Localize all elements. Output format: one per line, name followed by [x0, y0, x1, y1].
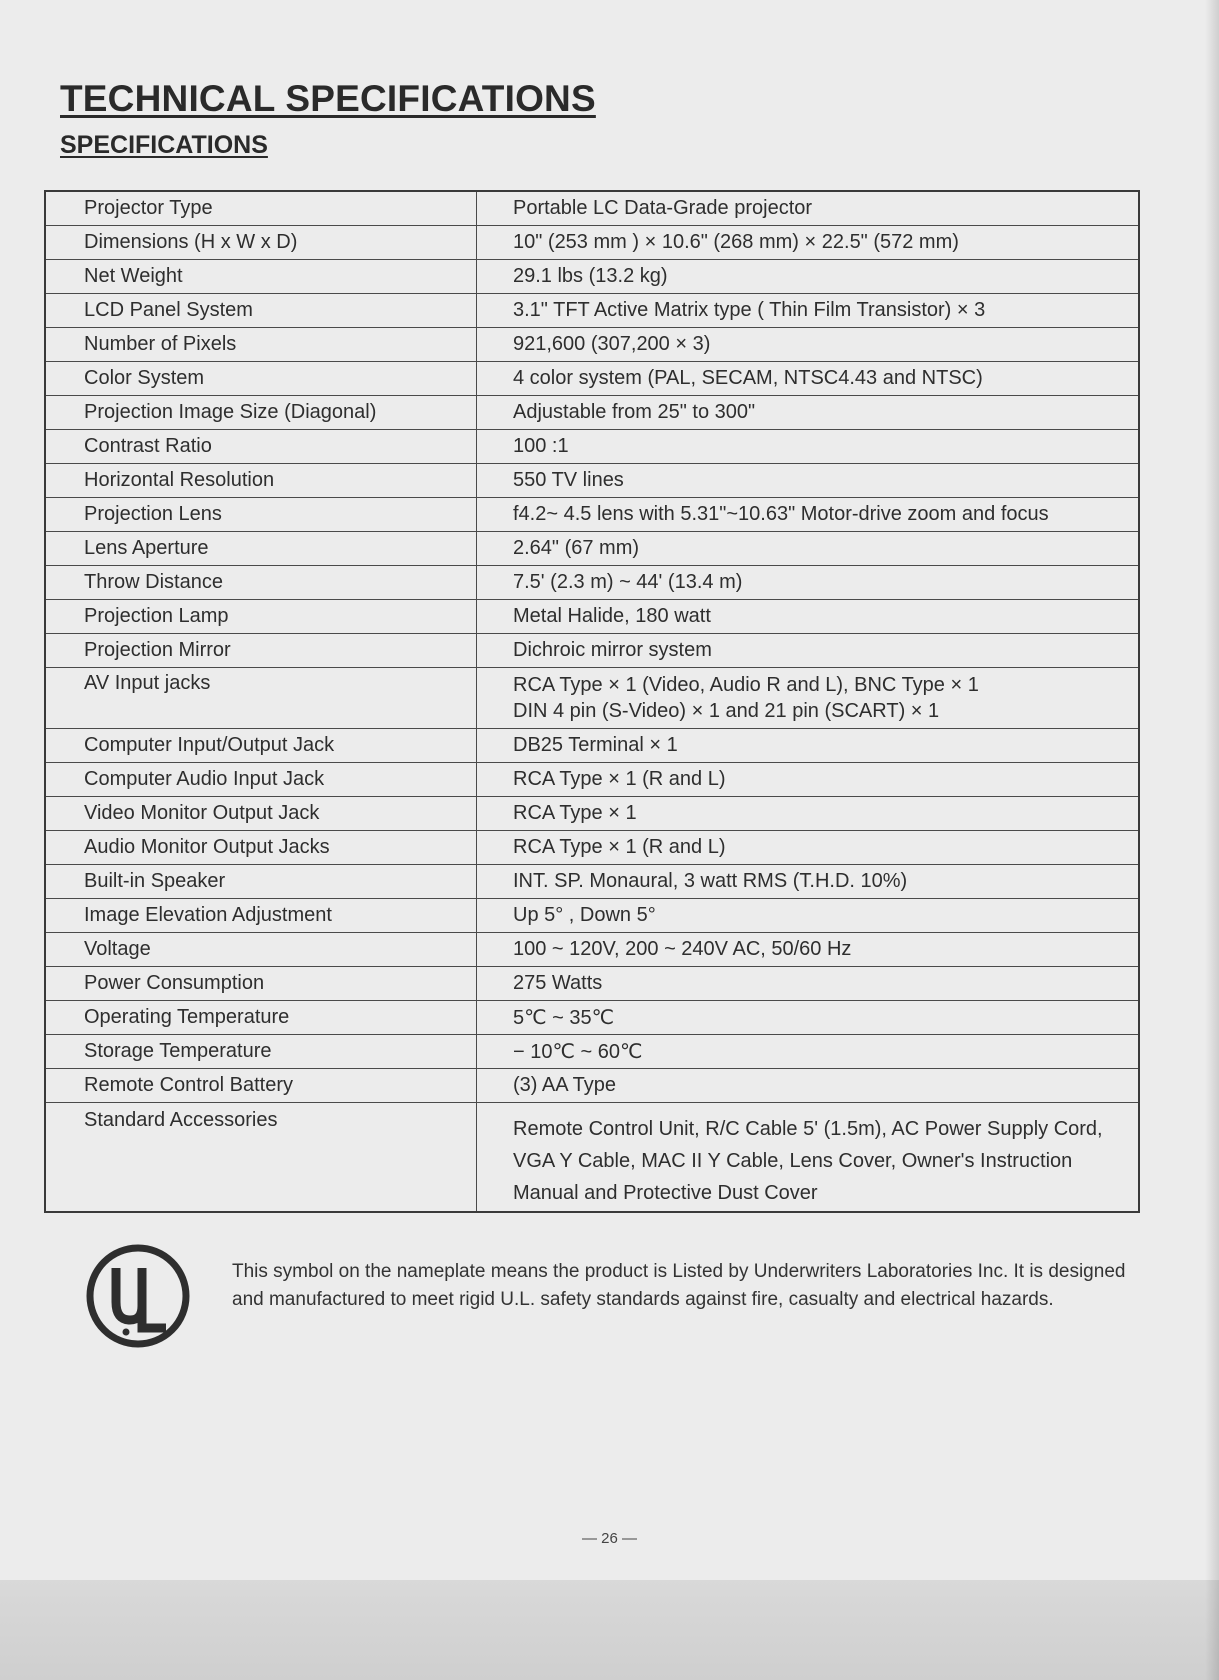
spec-value — [477, 1035, 1140, 1069]
spec-value-line: Manual and Protective Dust Cover — [513, 1182, 818, 1204]
spec-value — [477, 668, 1140, 729]
spec-row — [45, 430, 1139, 464]
spec-value — [477, 532, 1140, 566]
spec-value-line: VGA Y Cable, MAC II Y Cable, Lens Cover, Owner's Instruction — [513, 1150, 1073, 1172]
spec-row — [45, 967, 1139, 1001]
spec-row — [45, 668, 1139, 729]
spec-label: Projection Image Size (Diagonal) — [45, 396, 477, 430]
spec-label: Voltage — [45, 933, 477, 967]
ul-logo-text: UL — [86, 1244, 88, 1245]
spec-value-line: Dichroic mirror system — [513, 639, 712, 661]
spec-row — [45, 498, 1139, 532]
spec-value-line: 550 TV lines — [513, 469, 624, 491]
spec-value — [477, 967, 1140, 1001]
spec-value-line: Remote Control Unit, R/C Cable 5' (1.5m), AC Power Supply Cord, — [513, 1118, 1103, 1140]
spec-value — [477, 1001, 1140, 1035]
spec-value-line: 29.1 lbs (13.2 kg) — [513, 265, 668, 287]
spec-row — [45, 294, 1139, 328]
spec-row — [45, 1035, 1139, 1069]
spec-row — [45, 1001, 1139, 1035]
spec-label: Computer Audio Input Jack — [45, 763, 477, 797]
spec-value-line: 4 color system (PAL, SECAM, NTSC4.43 and NTSC) — [513, 367, 983, 389]
spec-row — [45, 831, 1139, 865]
spec-value — [477, 933, 1140, 967]
spec-row — [45, 566, 1139, 600]
spec-label: Projection Lamp — [45, 600, 477, 634]
spec-value-line: Up 5° , Down 5° — [513, 904, 656, 926]
spec-label: Contrast Ratio — [45, 430, 477, 464]
spec-value — [477, 899, 1140, 933]
spec-value-line: 100 :1 — [513, 435, 569, 457]
spec-value — [477, 831, 1140, 865]
page-number: — 26 — — [581, 1530, 638, 1547]
spec-value-line: 275 Watts — [513, 972, 603, 994]
spec-value — [477, 634, 1140, 668]
spec-value — [477, 226, 1140, 260]
spec-row — [45, 362, 1139, 396]
spec-label: Net Weight — [45, 260, 477, 294]
spec-value-line: 100 ~ 120V, 200 ~ 240V AC, 50/60 Hz — [513, 938, 852, 960]
spec-value-line: 921,600 (307,200 × 3) — [513, 333, 711, 355]
spec-label: LCD Panel System — [45, 294, 477, 328]
spec-row — [45, 191, 1139, 226]
spec-row — [45, 226, 1139, 260]
spec-row — [45, 532, 1139, 566]
spec-value — [477, 1069, 1140, 1103]
spec-row — [45, 865, 1139, 899]
spec-row — [45, 260, 1139, 294]
spec-label: Built-in Speaker — [45, 865, 477, 899]
spec-value-line: 10" (253 mm ) × 10.6" (268 mm) × 22.5" (572 mm) — [513, 231, 959, 253]
spec-row — [45, 899, 1139, 933]
spec-value-line: 3.1" TFT Active Matrix type ( Thin Film Transistor) × 3 — [513, 299, 986, 321]
spec-value — [477, 729, 1140, 763]
spec-value — [477, 600, 1140, 634]
spec-row — [45, 464, 1139, 498]
spec-label: Video Monitor Output Jack — [45, 797, 477, 831]
spec-value-line: Adjustable from 25" to 300" — [513, 401, 756, 423]
spec-value — [477, 763, 1140, 797]
spec-value-line: RCA Type × 1 (R and L) — [513, 836, 726, 858]
spec-value — [477, 328, 1140, 362]
spec-table-body — [45, 191, 1139, 1212]
spec-label: Image Elevation Adjustment — [45, 899, 477, 933]
spec-label: Color System — [45, 362, 477, 396]
spec-label: Lens Aperture — [45, 532, 477, 566]
spec-value-line: RCA Type × 1 (R and L) — [513, 768, 726, 790]
spec-row — [45, 1069, 1139, 1103]
spec-row — [45, 634, 1139, 668]
spec-label: Operating Temperature — [45, 1001, 477, 1035]
spec-row — [45, 933, 1139, 967]
spec-value-line: DB25 Terminal × 1 — [513, 734, 678, 756]
ul-notice-text: This symbol on the nameplate means the product is Listed by Underwriters Laboratories Inc. It is designed and manufactured to meet rigid U.L. safety standards against fire, casualty and electrical hazards. — [232, 1261, 1126, 1310]
spec-value — [477, 1103, 1140, 1213]
spec-label: Audio Monitor Output Jacks — [45, 831, 477, 865]
spec-value-line: RCA Type × 1 — [513, 802, 637, 824]
spec-row — [45, 797, 1139, 831]
spec-row — [45, 729, 1139, 763]
spec-value-line: 2.64" (67 mm) — [513, 537, 640, 559]
spec-value-line: (3) AA Type — [513, 1074, 617, 1096]
spec-row — [45, 1103, 1139, 1213]
spec-value-line: Portable LC Data-Grade projector — [513, 197, 813, 219]
spec-label: Storage Temperature — [45, 1035, 477, 1069]
spec-value-line: DIN 4 pin (S-Video) × 1 and 21 pin (SCART) × 1 — [513, 700, 940, 722]
spec-value-line: INT. SP. Monaural, 3 watt RMS (T.H.D. 10%) — [513, 870, 908, 892]
spec-label: Standard Accessories — [45, 1103, 477, 1213]
spec-value — [477, 797, 1140, 831]
spec-value — [477, 430, 1140, 464]
spec-value-line: 5℃ ~ 35℃ — [513, 1007, 615, 1029]
spec-label: Projection Lens — [45, 498, 477, 532]
spec-table — [44, 190, 1140, 1213]
spec-row — [45, 396, 1139, 430]
spec-row — [45, 763, 1139, 797]
section-title: SPECIFICATIONS — [60, 131, 268, 159]
spec-value — [477, 362, 1140, 396]
scan-bottom-edge — [0, 1580, 1219, 1680]
spec-label: Remote Control Battery — [45, 1069, 477, 1103]
spec-label: Throw Distance — [45, 566, 477, 600]
spec-label: Projection Mirror — [45, 634, 477, 668]
spec-value-line: Metal Halide, 180 watt — [513, 605, 711, 627]
spec-value — [477, 464, 1140, 498]
spec-label: Computer Input/Output Jack — [45, 729, 477, 763]
spec-label: Projector Type — [45, 191, 477, 226]
spec-value-line: 7.5' (2.3 m) ~ 44' (13.4 m) — [513, 571, 743, 593]
spec-value-line: − 10℃ ~ 60℃ — [513, 1041, 643, 1063]
spec-value — [477, 294, 1140, 328]
spec-label: Number of Pixels — [45, 328, 477, 362]
spec-value — [477, 260, 1140, 294]
spec-label: Dimensions (H x W x D) — [45, 226, 477, 260]
spec-value-line: f4.2~ 4.5 lens with 5.31"~10.63" Motor-drive zoom and focus — [513, 503, 1049, 525]
spec-row — [45, 328, 1139, 362]
spec-value — [477, 396, 1140, 430]
spec-label: Power Consumption — [45, 967, 477, 1001]
scan-right-shadow — [1205, 0, 1219, 1680]
spec-label: AV Input jacks — [45, 668, 477, 729]
spec-row — [45, 600, 1139, 634]
ul-listed-logo-icon — [86, 1244, 190, 1348]
page-title: TECHNICAL SPECIFICATIONS — [60, 78, 596, 119]
spec-label: Horizontal Resolution — [45, 464, 477, 498]
spec-value-line: RCA Type × 1 (Video, Audio R and L), BNC Type × 1 — [513, 674, 979, 696]
spec-value — [477, 191, 1140, 226]
spec-value — [477, 865, 1140, 899]
spec-value — [477, 498, 1140, 532]
spec-value — [477, 566, 1140, 600]
